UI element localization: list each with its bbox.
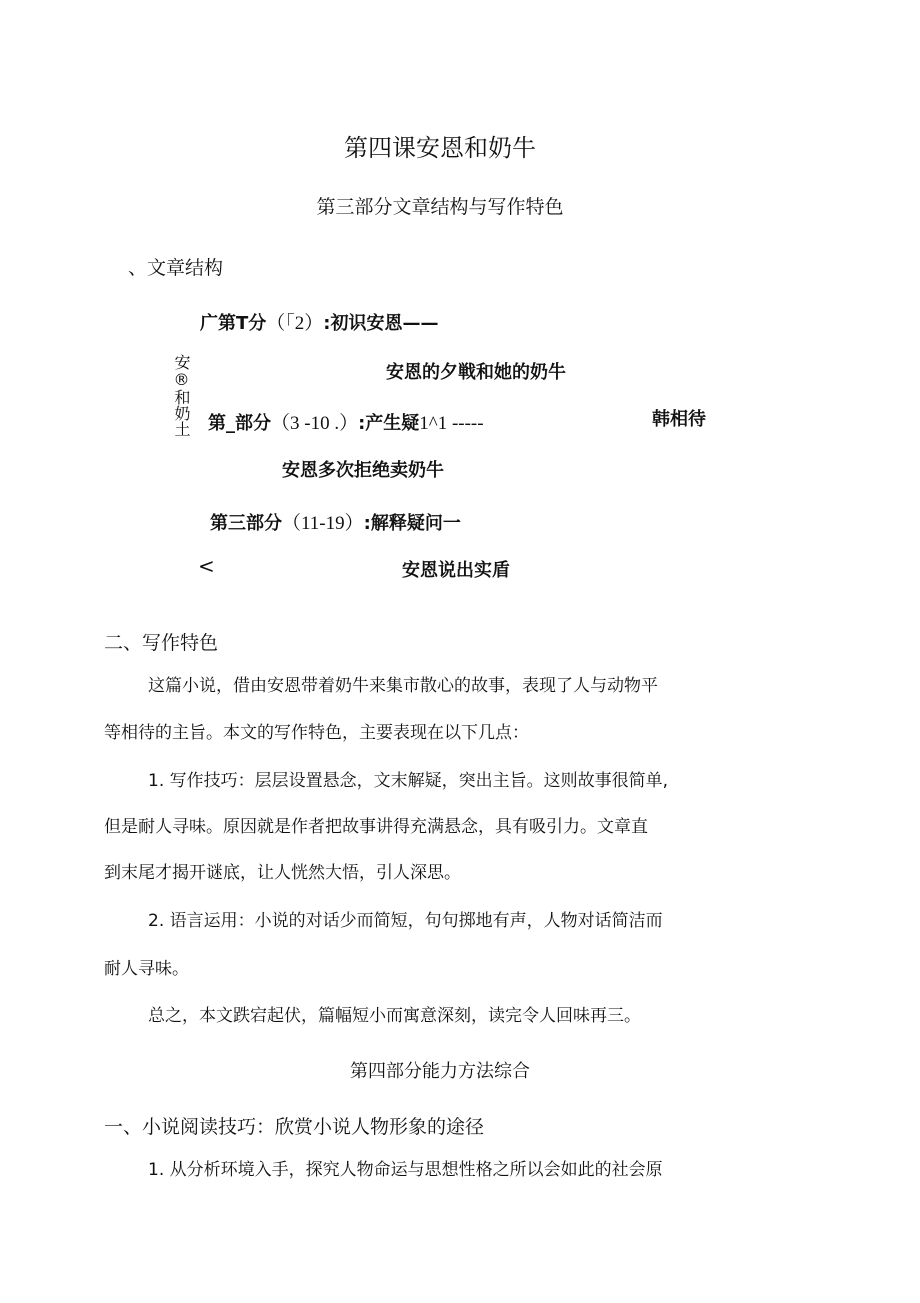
page-title: 第四课安恩和奶牛 <box>344 134 536 162</box>
outline-row-1-prefix: 广第T分 <box>200 313 267 334</box>
outline-row-1 <box>200 308 439 335</box>
outline-row-1-suffix: :初识安恩—— <box>323 313 439 334</box>
paragraph-line: 1. 从分析环境入手，探究人物命运与思想性格之所以会如此的社会原 <box>148 1160 663 1180</box>
paragraph-line: 到末尾才揭开谜底，让人恍然大悟，引人深思。 <box>104 863 461 883</box>
outline-row-2-num: （3 -10 .） <box>271 413 359 434</box>
outline-row-2-prefix: 第_部分 <box>208 413 271 434</box>
outline-row-3-suffix: :解释疑问一 <box>363 513 461 534</box>
outline-row-2-tail: 1^1 ----- <box>419 413 484 434</box>
paragraph-line: 但是耐人寻味。原因就是作者把故事讲得充满悬念，具有吸引力。文章直 <box>104 817 648 837</box>
outline-row-3 <box>210 508 461 535</box>
paragraph-line: 这篇小说，借由安恩带着奶牛来集市散心的故事，表现了人与动物平 <box>148 676 658 696</box>
outline-row-3-detail: 安恩说出实盾 <box>402 560 510 581</box>
section-structure-heading: 、文章结构 <box>128 257 224 279</box>
part4-heading: 第四部分能力方法综合 <box>350 1061 530 1082</box>
paragraph-line: 总之，本文跌宕起伏，篇幅短小而寓意深刻，读完令人回味再三。 <box>148 1006 641 1026</box>
outline-row-2-detail: 安恩多次拒绝卖奶牛 <box>282 460 444 481</box>
section-features-heading: 二、写作特色 <box>104 632 219 654</box>
part3-heading: 第三部分文章结构与写作特色 <box>316 196 564 218</box>
paragraph-line: 2. 语言运用：小说的对话少而简短，句句掷地有声，人物对话简洁而 <box>148 911 663 931</box>
outline-row-2-right: 韩相待 <box>652 409 706 430</box>
paragraph-line: 1. 写作技巧：层层设置悬念，文末解疑，突出主旨。这则故事很简单, <box>148 771 669 791</box>
outline-row-3-num: （11-19） <box>282 513 364 534</box>
outline-row-3-prefix: 第三部分 <box>210 513 282 534</box>
outline-row-2-suffix: :产生疑 <box>358 413 420 434</box>
outline-row-3-bracket: < <box>198 554 215 578</box>
outline-vertical-label: 安®和奶土 <box>172 354 191 437</box>
outline-row-1-num: （「2） <box>266 313 324 334</box>
paragraph-line: 耐人寻味。 <box>104 959 189 979</box>
paragraph-line: 等相待的主旨。本文的写作特色，主要表现在以下几点： <box>104 723 529 743</box>
section-reading-skills-heading: 一、小说阅读技巧：欣赏小说人物形象的途径 <box>104 1116 485 1138</box>
outline-row-1-detail: 安恩的夕戦和她的奶牛 <box>386 362 566 383</box>
outline-row-2 <box>208 408 484 435</box>
